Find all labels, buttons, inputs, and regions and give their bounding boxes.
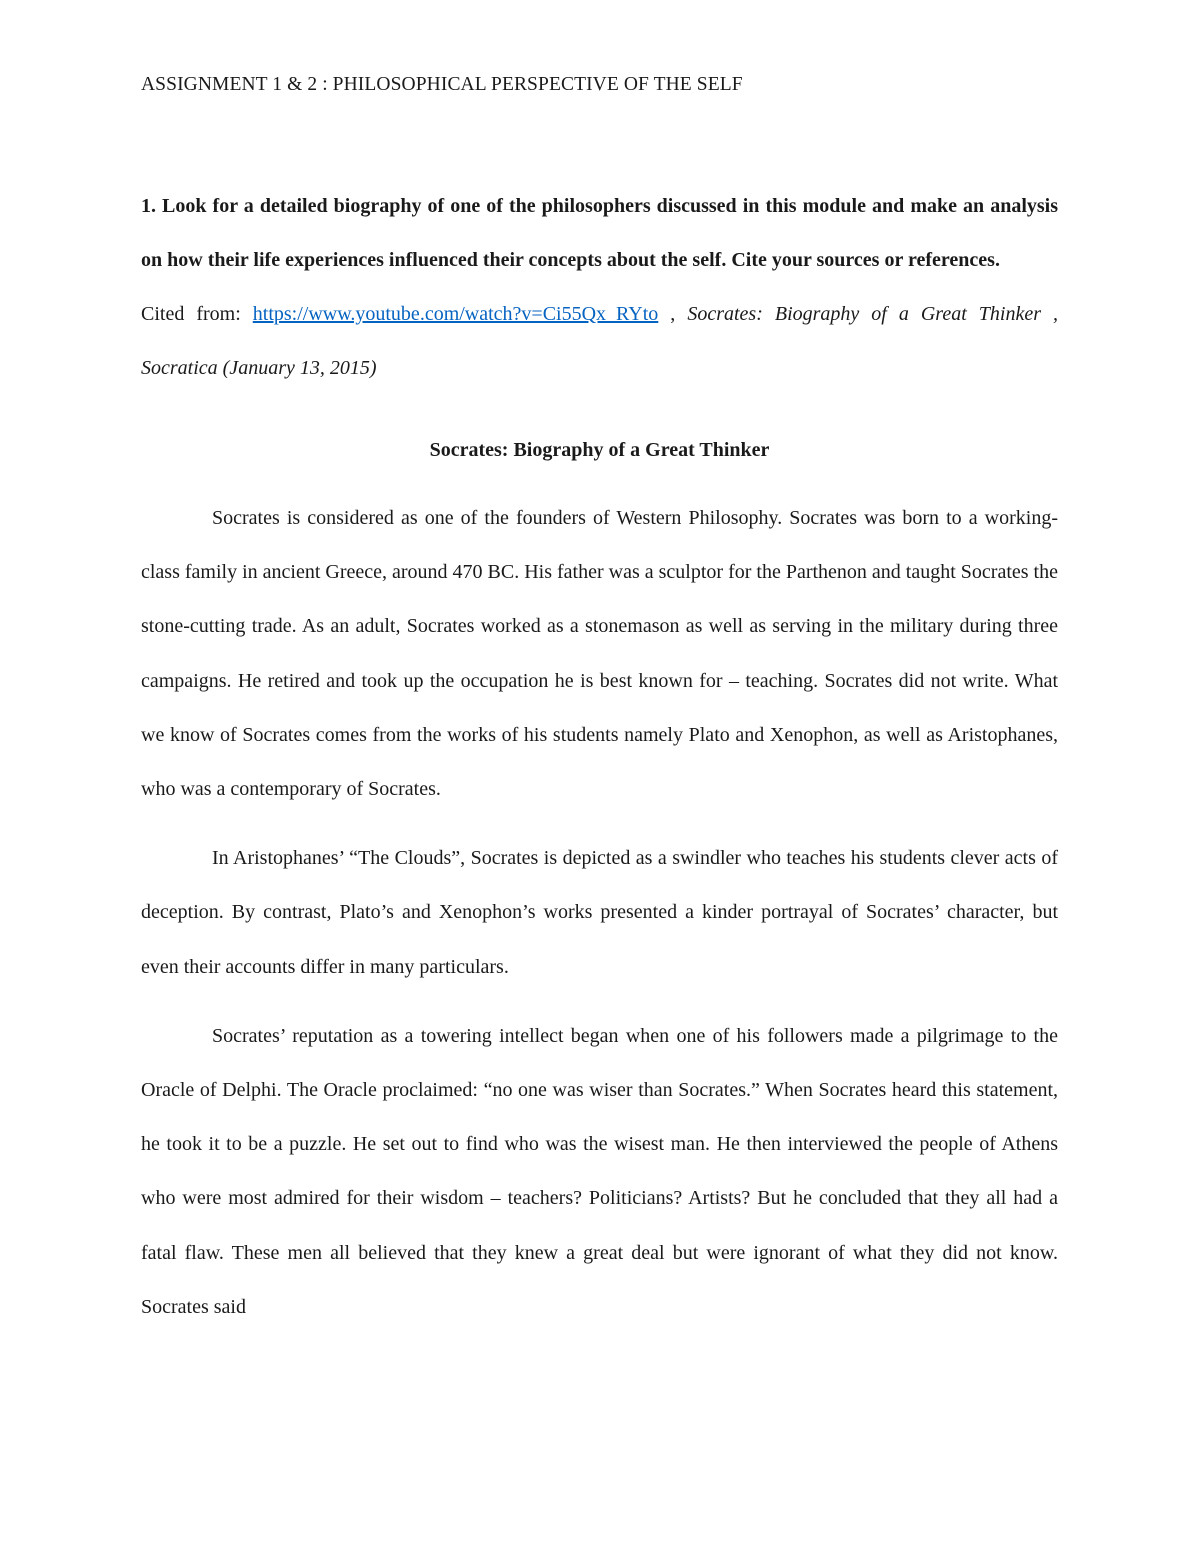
citation-separator: , — [658, 303, 688, 325]
document-page — [141, 70, 1058, 1334]
citation-prefix: Cited from: — [141, 303, 253, 325]
citation-link[interactable]: https://www.youtube.com/watch?v=Ci55Qx_RYto — [252, 303, 659, 325]
body-paragraph-2: In Aristophanes’ “The Clouds”, Socrates is depicted as a swindler who teaches his students clever acts of deception. By contrast, Plato’s and Xenophon’s works presented a kinder portrayal of Socrates’ character, but even their accounts differ in many particulars. — [141, 847, 1058, 978]
body-paragraph-3: Socrates’ reputation as a towering intellect began when one of his followers made a pilgrimage to the Oracle of Delphi. The Oracle proclaimed: “no one was wiser than Socrates.” When Socrates heard this statement, he took it to be a puzzle. He set out to find who was the wisest man. He then interviewed the people of Athens who were most admired for their wisdom – teachers? Politicians? Artists? But he concluded that they all had a fatal flaw. These men all believed that they knew a great deal but were ignorant of what they did not know. Socrates said — [141, 1024, 1058, 1318]
citation-source: Socrates: Biography of a Great Thinker , Socratica (January 13, 2015) — [141, 303, 1059, 379]
section-title: Socrates: Biography of a Great Thinker — [429, 439, 770, 461]
citation — [141, 287, 1058, 395]
body-paragraph-1: Socrates is considered as one of the founders of Western Philosophy. Socrates was born to a working-class family in ancient Greece, around 470 BC. His father was a sculptor for the Parthenon and taught Socrates the stone-cutting trade. As an adult, Socrates worked as a stonemason as well as serving in the military during three campaigns. He retired and took up the occupation he is best known for – teaching. Socrates did not write. What we know of Socrates comes from the works of his students namely Plato and Xenophon, as well as Aristophanes, who was a contemporary of Socrates. — [141, 507, 1058, 801]
assignment-title: ASSIGNMENT 1 & 2 : PHILOSOPHICAL PERSPECTIVE OF THE SELF — [141, 74, 743, 95]
assignment-question: 1. Look for a detailed biography of one of the philosophers discussed in this module and make an analysis on how their life experiences influenced their concepts about the self. Cite your sources or references. — [141, 195, 1058, 271]
